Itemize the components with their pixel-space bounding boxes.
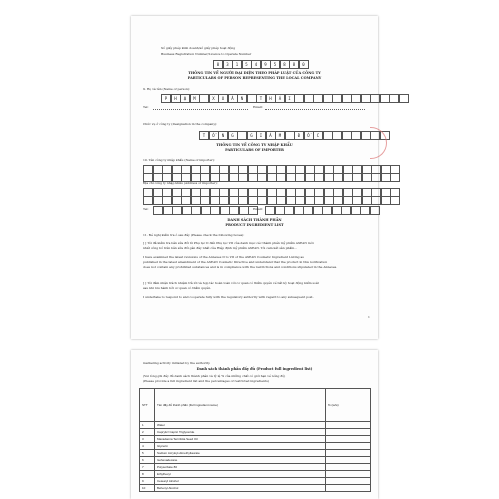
char-box	[361, 131, 371, 140]
char-box: 4	[251, 60, 261, 69]
char-box	[389, 94, 399, 103]
char-box: M	[275, 131, 285, 140]
email2-label: Email:	[253, 207, 263, 211]
table-row	[140, 450, 371, 457]
char-box	[191, 206, 201, 215]
char-box	[295, 196, 305, 205]
char-box: C	[313, 131, 323, 140]
row-pct	[326, 436, 371, 443]
table-row	[140, 478, 371, 485]
char-box	[303, 206, 313, 215]
char-box	[238, 173, 248, 182]
para3: [ ] Tôi đảm nhận trách nhiệm trả lời và hợp tác hoàn toàn với cơ quan có thẩm quyền về bất kỳ hoạt động kiểm soát	[143, 281, 319, 285]
char-box	[361, 94, 371, 103]
name-boxes	[161, 94, 408, 103]
char-box	[275, 206, 285, 215]
char-box	[285, 131, 295, 140]
para4: I undertake to respond to and cooperate fully with the regulatory authority with regard to any subsequent post-	[143, 295, 314, 299]
char-box	[201, 206, 211, 215]
reg-label: Số giấy phép kinh doanh/số giấy phép hoạt động	[161, 46, 236, 50]
para1b: nhất công bố trên bản sửa đổi gần đây nhất của Hiệp định mỹ phẩm ASEAN. Tôi cam kết sản phẩm...	[143, 246, 297, 250]
name-label: 9. Họ và tên (Name of person):	[143, 87, 191, 91]
row-name: Polysorbate 80	[155, 464, 326, 471]
para3b: sau khi lưu hành bởi cơ quan có thẩm quyền.	[143, 286, 212, 290]
char-box	[153, 206, 163, 215]
char-box: I	[285, 94, 295, 103]
para2: I have examined the latest revisions of the Annexes II to VII of the ASEAN Cosmetic Ingredient Listing as	[143, 255, 304, 259]
char-box	[313, 94, 323, 103]
char-box	[265, 206, 275, 215]
char-box	[390, 173, 400, 182]
char-box	[333, 196, 343, 205]
row-no: 3	[140, 436, 155, 443]
list-note-en: (Please provide a full ingredient list and the percentages of restricted ingredients)	[143, 379, 269, 383]
char-box: G	[228, 131, 238, 140]
email2-boxes	[265, 206, 379, 215]
char-box	[314, 196, 324, 205]
char-box	[219, 173, 229, 182]
char-box: 9	[261, 60, 271, 69]
char-box	[238, 196, 248, 205]
email-field	[265, 109, 365, 110]
row-name: Water	[155, 422, 326, 429]
row-no: 1	[140, 422, 155, 429]
char-box	[324, 173, 334, 182]
char-box	[284, 206, 294, 215]
reg-label-en: Business Registration Number/Licence to Operate Number	[161, 52, 252, 56]
char-box: I	[256, 131, 266, 140]
char-box	[286, 173, 296, 182]
row-pct	[326, 422, 371, 429]
char-box	[342, 131, 352, 140]
char-box	[333, 173, 343, 182]
char-box	[341, 206, 351, 215]
char-box	[371, 173, 381, 182]
char-box	[248, 196, 258, 205]
char-box: 8	[289, 60, 299, 69]
tel2-label: Tel:	[143, 207, 149, 211]
char-box	[343, 173, 353, 182]
position-boxes	[199, 131, 389, 140]
row-pct	[326, 443, 371, 450]
char-box: Đ	[294, 131, 304, 140]
row-no: 6	[140, 457, 155, 464]
table-row	[140, 436, 371, 443]
char-box	[362, 173, 372, 182]
char-box: N	[237, 94, 247, 103]
char-box	[324, 196, 334, 205]
document-page-1	[131, 16, 378, 339]
char-box	[370, 206, 380, 215]
tel-label: Tel:	[143, 105, 149, 109]
char-box	[257, 196, 267, 205]
table-row	[140, 422, 371, 429]
char-box	[294, 94, 304, 103]
row-name: Macadamia Ternifolia Seed Oil	[155, 436, 326, 443]
page-number: 1	[368, 315, 370, 319]
char-box	[162, 196, 172, 205]
row-no: 9	[140, 478, 155, 485]
char-box	[380, 94, 390, 103]
email-label: Email:	[253, 105, 263, 109]
char-box	[182, 206, 192, 215]
char-box: T	[256, 94, 266, 103]
char-box	[229, 196, 239, 205]
char-box: N	[218, 131, 228, 140]
row-name: Behenyl Alcohol	[155, 485, 326, 492]
row-no: 5	[140, 450, 155, 457]
row-pct	[326, 450, 371, 457]
char-box	[229, 206, 239, 215]
row-no: 8	[140, 471, 155, 478]
para2c: does not contain any prohibited substances and is in compliance with the restrictions and conditions stipulated in the Annexes.	[143, 265, 338, 269]
char-box: 1	[232, 60, 242, 69]
char-box: G	[247, 131, 257, 140]
char-box: 8	[280, 60, 290, 69]
char-box: P	[161, 94, 171, 103]
top-line: marketing activity initiated by the authority.	[143, 361, 211, 365]
char-box	[239, 206, 249, 215]
char-box	[351, 131, 361, 140]
table-row	[140, 464, 371, 471]
char-box: U	[218, 94, 228, 103]
char-box	[342, 94, 352, 103]
char-box: 5	[270, 60, 280, 69]
tel2-boxes	[153, 206, 258, 215]
char-box	[360, 206, 370, 215]
char-box	[172, 206, 182, 215]
list-note: (Vui lòng ghi đầy đủ danh sách thành phần và tỷ lệ % của những chất có giới hạn về nồng độ)	[143, 374, 286, 378]
char-box	[351, 94, 361, 103]
char-box: 0	[213, 60, 223, 69]
char-box	[276, 196, 286, 205]
row-pct	[326, 429, 371, 436]
char-box: 3	[223, 60, 233, 69]
char-box: T	[199, 131, 209, 140]
char-box	[294, 206, 304, 215]
char-box	[381, 173, 391, 182]
char-box	[313, 206, 323, 215]
row-name: Ethylhexyl	[155, 471, 326, 478]
char-box	[305, 173, 315, 182]
char-box: H	[171, 94, 181, 103]
char-box	[371, 196, 381, 205]
char-box	[323, 131, 333, 140]
para1: [ ] Tôi đã kiểm tra bản sửa đổi từ Phụ lục II đến Phụ lục VII của danh mục các thành phần mỹ phẩm ASEAN mới	[143, 241, 314, 245]
char-box: Ạ	[180, 94, 190, 103]
row-pct	[326, 471, 371, 478]
char-box	[143, 196, 153, 205]
row-name: Cetearyl Alcohol	[155, 478, 326, 485]
table-row	[140, 443, 371, 450]
row-pct	[326, 485, 371, 492]
document-page-2	[131, 350, 378, 499]
table-header-row	[140, 389, 371, 422]
char-box: X	[209, 94, 219, 103]
char-box	[305, 196, 315, 205]
char-box	[351, 206, 361, 215]
row-no: 10	[140, 485, 155, 492]
char-box	[267, 196, 277, 205]
char-box	[343, 196, 353, 205]
ingredient-table	[139, 388, 371, 492]
char-box	[237, 131, 247, 140]
char-box	[381, 196, 391, 205]
row-pct	[326, 457, 371, 464]
char-box: Ổ	[209, 131, 219, 140]
table-row	[140, 485, 371, 492]
char-box	[322, 206, 332, 215]
row-name: Isohexadecane	[155, 457, 326, 464]
char-box	[200, 196, 210, 205]
importer-name-label: 10. Tên công ty nhập khẩu (Name of importer):	[143, 158, 215, 162]
char-box	[352, 173, 362, 182]
char-box: 5	[242, 60, 252, 69]
char-box	[370, 94, 380, 103]
char-box: Â	[228, 94, 238, 103]
char-box: Á	[275, 94, 285, 103]
header-pct: % (w/w)	[326, 389, 371, 422]
char-box	[172, 196, 182, 205]
row-name: Glycerin	[155, 443, 326, 450]
header-name: Tên đầy đủ thành phần (Full ingredient name)	[155, 389, 326, 422]
char-box	[257, 173, 267, 182]
char-box	[352, 196, 362, 205]
char-box	[390, 196, 400, 205]
row-pct	[326, 478, 371, 485]
char-box: Á	[266, 131, 276, 140]
char-box	[210, 206, 220, 215]
list-title: Danh sách thành phần đầy đủ (Product full ingredient list)	[196, 367, 313, 371]
char-box	[153, 196, 163, 205]
tel-field	[153, 109, 248, 110]
char-box	[314, 173, 324, 182]
char-box	[332, 131, 342, 140]
commit-label: 11. Đề nghị kiểm tra ô sau đây (Please check the following boxes):	[143, 233, 245, 237]
section-title-ingredients: DANH SÁCH THÀNH PHẦN PRODUCT INGREDIENT LIST	[225, 218, 284, 227]
reg-number-boxes	[213, 60, 308, 69]
char-box	[229, 173, 239, 182]
section-title-representative: THÔNG TIN VỀ NGƯỜI ĐẠI DIỆN THEO PHÁP LUẬT CỦA CÔNG TY PARTICULARS OF PERSON REPRESENTING THE LOCAL COMPANY	[187, 71, 322, 80]
char-box	[267, 173, 277, 182]
table-row	[140, 429, 371, 436]
char-box	[219, 196, 229, 205]
char-box	[248, 173, 258, 182]
row-pct	[326, 464, 371, 471]
char-box	[304, 94, 314, 103]
char-box: H	[266, 94, 276, 103]
char-box	[276, 173, 286, 182]
para2b: published in the latest amendment of the ASEAN Cosmetic Directive and understand that the product in this notification	[143, 260, 328, 264]
char-box: 0	[299, 60, 309, 69]
table-row	[140, 471, 371, 478]
char-box	[210, 196, 220, 205]
row-no: 7	[140, 464, 155, 471]
importer-address-boxes-2	[143, 196, 400, 205]
char-box	[191, 196, 201, 205]
char-box: M	[190, 94, 200, 103]
char-box	[199, 94, 209, 103]
header-no: STT	[140, 389, 155, 422]
row-name: Sodium Acryloyl-dimethyltaurate	[155, 450, 326, 457]
char-box	[295, 173, 305, 182]
position-label: Chức vụ ở công ty (Designation in the company):	[143, 122, 218, 126]
table-row	[140, 457, 371, 464]
char-box	[362, 196, 372, 205]
char-box	[399, 94, 409, 103]
char-box	[332, 206, 342, 215]
row-name: Caprylic/ Capric Triglyceride	[155, 429, 326, 436]
char-box	[286, 196, 296, 205]
char-box	[332, 94, 342, 103]
section-title-importer: THÔNG TIN VỀ CÔNG TY NHẬP KHẨU PARTICULARS OF IMPORTER	[216, 143, 293, 152]
char-box	[247, 94, 257, 103]
char-box	[163, 206, 173, 215]
char-box	[181, 196, 191, 205]
row-no: 4	[140, 443, 155, 450]
row-no: 2	[140, 429, 155, 436]
char-box	[220, 206, 230, 215]
importer-address-label: Địa chỉ công ty nhập khẩu (Address of importer):	[143, 181, 218, 185]
char-box	[323, 94, 333, 103]
char-box: Ố	[304, 131, 314, 140]
